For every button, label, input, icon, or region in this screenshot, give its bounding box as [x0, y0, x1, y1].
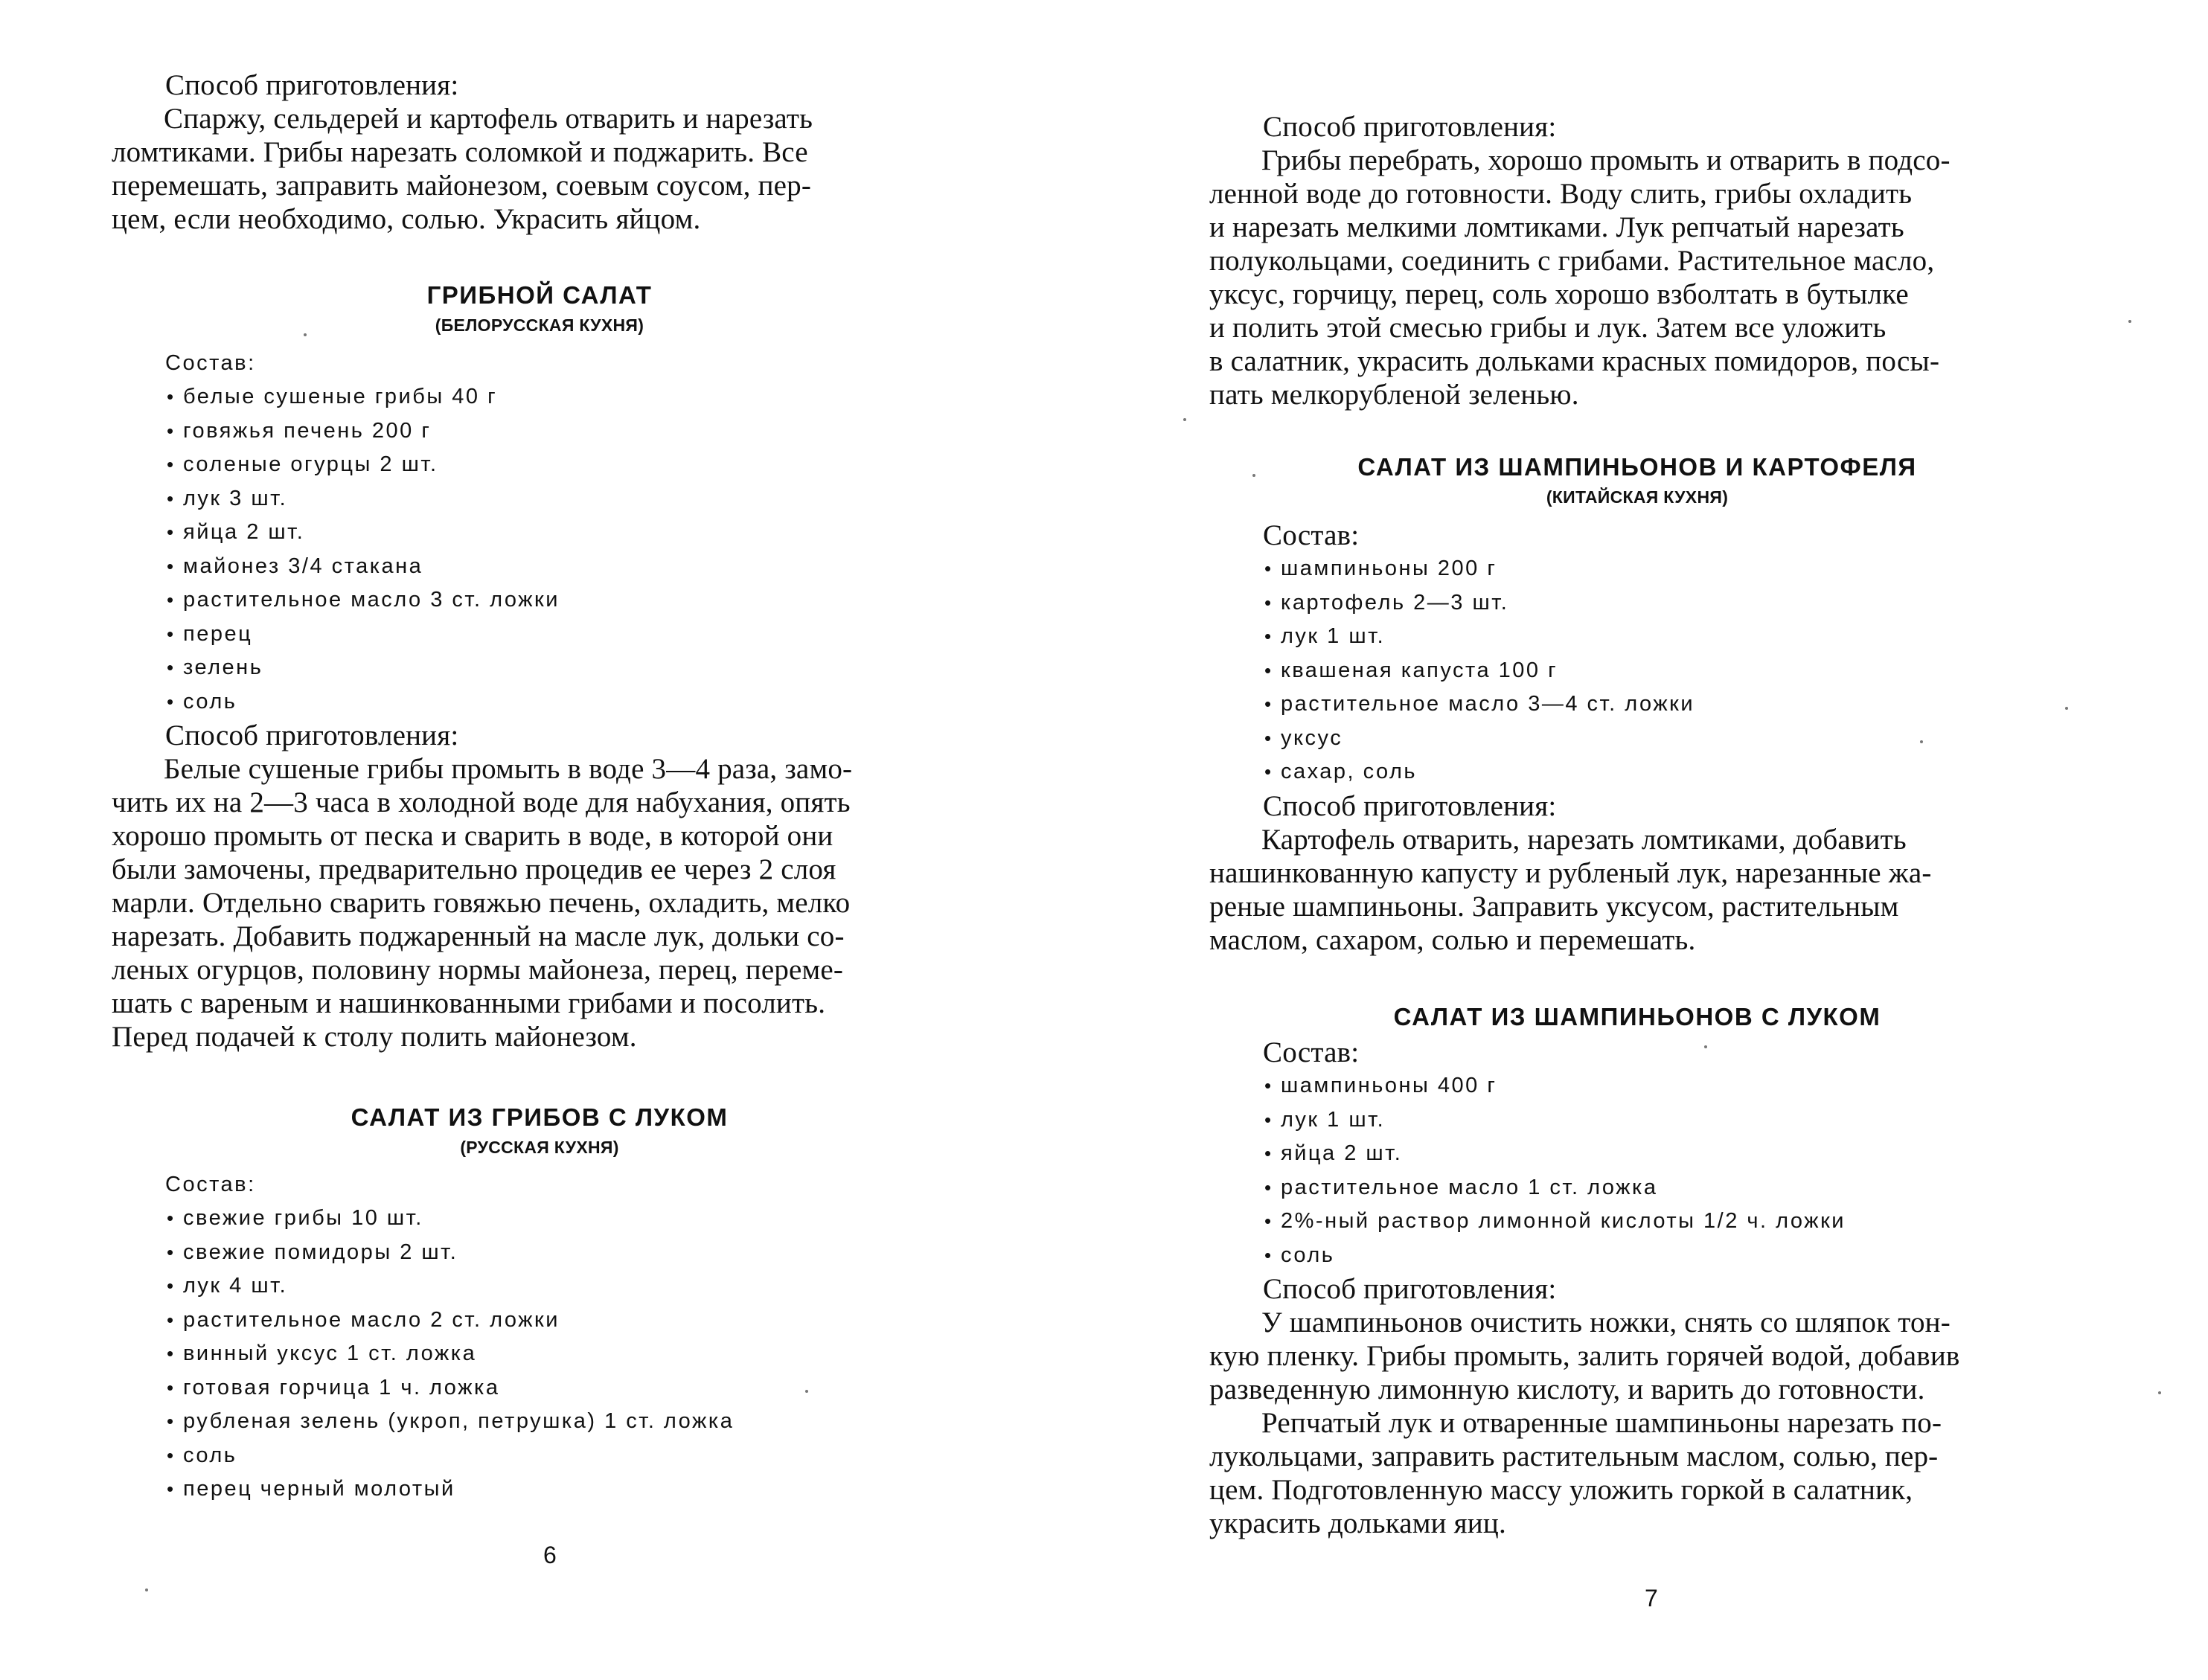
method-text-line: цем. Подготовленную массу уложить горкой в салатник,	[1209, 1474, 1913, 1506]
ingredients-list	[1209, 1069, 2065, 1272]
ingredient-item: • шампиньоны 400 г	[1264, 1069, 2065, 1103]
method-label: Способ приготовления:	[1263, 111, 1557, 143]
method-text-line: в салатник, украсить дольками красных помидоров, посы-	[1209, 345, 1940, 377]
recipe-ingredients-block	[112, 1168, 967, 1507]
ingredients-list	[112, 380, 967, 719]
method-label: Способ приготовления:	[1263, 789, 1557, 822]
method-text-line: ломтиками. Грибы нарезать соломкой и поджарить. Все	[112, 136, 808, 168]
ingredient-item: • соль	[167, 685, 967, 719]
method-text-line: маслом, сахаром, солью и перемешать.	[1209, 923, 1696, 956]
method-text-line: разведенную лимонную кислоту, и варить до готовности.	[1209, 1373, 1925, 1405]
scan-speck	[145, 1588, 148, 1591]
method-text-line: и нарезать мелкими ломтиками. Лук репчатый нарезать	[1209, 211, 1904, 243]
method-text-line: Репчатый лук и отваренные шампиньоны нарезать по-	[1261, 1407, 1942, 1439]
recipe-mushroom-onion-salad	[112, 1101, 967, 1161]
scan-speck	[1252, 474, 1255, 477]
method-label: Способ приготовления:	[165, 719, 459, 751]
method-text-line: Белые сушеные грибы промыть в воде 3—4 раза, замо-	[164, 753, 853, 785]
scan-speck	[2128, 320, 2131, 323]
recipe-ingredients-block	[1209, 1036, 2065, 1540]
ingredient-item: • соль	[1264, 1239, 2065, 1273]
method-text-line: ленной воде до готовности. Воду слить, грибы охладить	[1209, 178, 1913, 210]
recipe-title: ГРИБНОЙ САЛАТ	[426, 281, 653, 309]
ingredient-item: • растительное масло 2 ст. ложки	[167, 1304, 967, 1338]
method-text-line: перемешать, заправить майонезом, соевым соусом, пер-	[112, 170, 812, 202]
method-text-line: реные шампиньоны. Заправить уксусом, растительным	[1209, 890, 1899, 923]
scan-speck	[1183, 418, 1186, 421]
method-text-line: У шампиньонов очистить ножки, снять со шляпок тон-	[1261, 1307, 1951, 1338]
method-label: Способ приготовления:	[1263, 1273, 1557, 1305]
ingredients-list	[112, 1202, 967, 1507]
ingredient-item: • квашеная капуста 100 г	[1264, 654, 2065, 688]
recipe-champignon-onion-salad	[1209, 1001, 2065, 1033]
ingredients-label: Состав:	[165, 351, 256, 375]
recipe-title: САЛАТ ИЗ ШАМПИНЬОНОВ С ЛУКОМ	[1393, 1003, 1881, 1030]
recipe-cuisine: (РУССКАЯ КУХНЯ)	[460, 1138, 619, 1157]
recipe-champignon-potato-salad	[1209, 451, 2065, 510]
ingredient-item: • перец черный молотый	[167, 1472, 967, 1507]
recipe-title: САЛАТ ИЗ ГРИБОВ С ЛУКОМ	[351, 1103, 729, 1131]
ingredient-item: • соленые огурцы 2 шт.	[167, 448, 967, 482]
recipe-cuisine: (БЕЛОРУССКАЯ КУХНЯ)	[435, 315, 644, 335]
ingredient-item: • говяжья печень 200 г	[167, 414, 967, 449]
method-text-line: нашинкованную капусту и рубленый лук, нарезанные жа-	[1209, 856, 1932, 889]
ingredient-item: • лук 1 шт.	[1264, 620, 2065, 654]
method-text-line: кую пленку. Грибы промыть, залить горячей водой, добавив	[1209, 1340, 1960, 1372]
ingredients-list	[1209, 552, 2065, 789]
method-text-line: полукольцами, соединить с грибами. Растительное масло,	[1209, 245, 1935, 277]
ingredients-label: Состав:	[1263, 519, 1360, 551]
ingredient-item: • уксус	[1264, 722, 2065, 756]
ingredient-item: • растительное масло 3—4 ст. ложки	[1264, 687, 2065, 722]
method-text-line: и полить этой смесью грибы и лук. Затем все уложить	[1209, 312, 1887, 344]
scan-speck	[805, 1390, 808, 1393]
method-text-line: Грибы перебрать, хорошо промыть и отварить в подсо-	[1261, 144, 1951, 176]
method-text-line: шать с вареным и нашинкованными грибами и посолить.	[112, 987, 826, 1019]
left-page	[112, 0, 967, 1680]
method-text-line: Картофель отварить, нарезать ломтиками, добавить	[1261, 823, 1907, 856]
method-text-line: лукольцами, заправить растительным маслом, солью, пер-	[1209, 1440, 1939, 1472]
ingredient-item: • майонез 3/4 стакана	[167, 550, 967, 584]
recipe-ingredients-block	[112, 347, 967, 1054]
ingredient-item: • лук 1 шт.	[1264, 1103, 2065, 1138]
ingredient-item: • винный уксус 1 ст. ложка	[167, 1337, 967, 1371]
ingredient-item: • растительное масло 3 ст. ложки	[167, 583, 967, 618]
ingredient-item: • соль	[167, 1439, 967, 1473]
ingredient-item: • сахар, соль	[1264, 755, 2065, 789]
ingredient-item: • рубленая зелень (укроп, петрушка) 1 ст. ложка	[167, 1405, 967, 1439]
method-text-line: Перед подачей к столу полить майонезом.	[112, 1021, 637, 1053]
ingredient-item: • лук 3 шт.	[167, 482, 967, 516]
scan-speck	[1704, 1045, 1707, 1048]
intro-method-block	[112, 68, 967, 236]
ingredient-item: • картофель 2—3 шт.	[1264, 586, 2065, 621]
recipe-cuisine: (КИТАЙСКАЯ КУХНЯ)	[1546, 487, 1729, 507]
method-text-line: леных огурцов, половину нормы майонеза, перец, переме-	[112, 954, 844, 986]
method-text-line: украсить дольками яиц.	[1209, 1507, 1506, 1539]
ingredient-item: • готовая горчица 1 ч. ложка	[167, 1371, 967, 1405]
right-page	[1209, 0, 2065, 1680]
method-text-line: были замочены, предварительно процедив ее через 2 слоя	[112, 853, 836, 885]
ingredient-item: • яйца 2 шт.	[1264, 1137, 2065, 1171]
ingredient-item: • 2%-ный раствор лимонной кислоты 1/2 ч. ложки	[1264, 1205, 2065, 1239]
ingredient-item: • зелень	[167, 651, 967, 685]
ingredients-label: Состав:	[165, 1173, 256, 1196]
method-label: Способ приготовления:	[165, 69, 459, 101]
ingredient-item: • лук 4 шт.	[167, 1269, 967, 1304]
ingredient-item: • яйца 2 шт.	[167, 516, 967, 550]
method-text-line: марли. Отдельно сварить говяжью печень, охладить, мелко	[112, 887, 851, 919]
page-number: 7	[1645, 1585, 1658, 1612]
recipe-title: САЛАТ ИЗ ШАМПИНЬОНОВ И КАРТОФЕЛЯ	[1357, 453, 1917, 481]
scan-speck	[304, 333, 307, 336]
method-text-line: цем, если необходимо, солью. Украсить яйцом.	[112, 203, 701, 235]
recipe-mushroom-salad	[112, 279, 967, 339]
method-text-line: чить их на 2—3 часа в холодной воде для набухания, опять	[112, 786, 851, 818]
page-number: 6	[543, 1542, 557, 1568]
ingredient-item: • свежие помидоры 2 шт.	[167, 1236, 967, 1270]
scan-speck	[1920, 740, 1923, 743]
scan-speck	[2065, 707, 2068, 710]
ingredient-item: • белые сушеные грибы 40 г	[167, 380, 967, 414]
ingredient-item: • растительное масло 1 ст. ложка	[1264, 1171, 2065, 1205]
method-text-line: Спаржу, сельдерей и картофель отварить и нарезать	[164, 103, 813, 135]
ingredient-item: • свежие грибы 10 шт.	[167, 1202, 967, 1236]
intro-method-block	[1209, 110, 2065, 411]
ingredient-item: • перец	[167, 618, 967, 652]
method-text-line: уксус, горчицу, перец, соль хорошо взболтать в бутылке	[1209, 278, 1909, 310]
scan-speck	[2158, 1391, 2161, 1394]
method-text-line: нарезать. Добавить поджаренный на масле лук, дольки со-	[112, 920, 845, 952]
method-text-line: хорошо промыть от песка и сварить в воде, в которой они	[112, 820, 833, 852]
method-text-line: пать мелкорубленой зеленью.	[1209, 379, 1579, 411]
recipe-ingredients-block	[1209, 519, 2065, 957]
ingredients-label: Состав:	[1263, 1036, 1360, 1068]
ingredient-item: • шампиньоны 200 г	[1264, 552, 2065, 586]
